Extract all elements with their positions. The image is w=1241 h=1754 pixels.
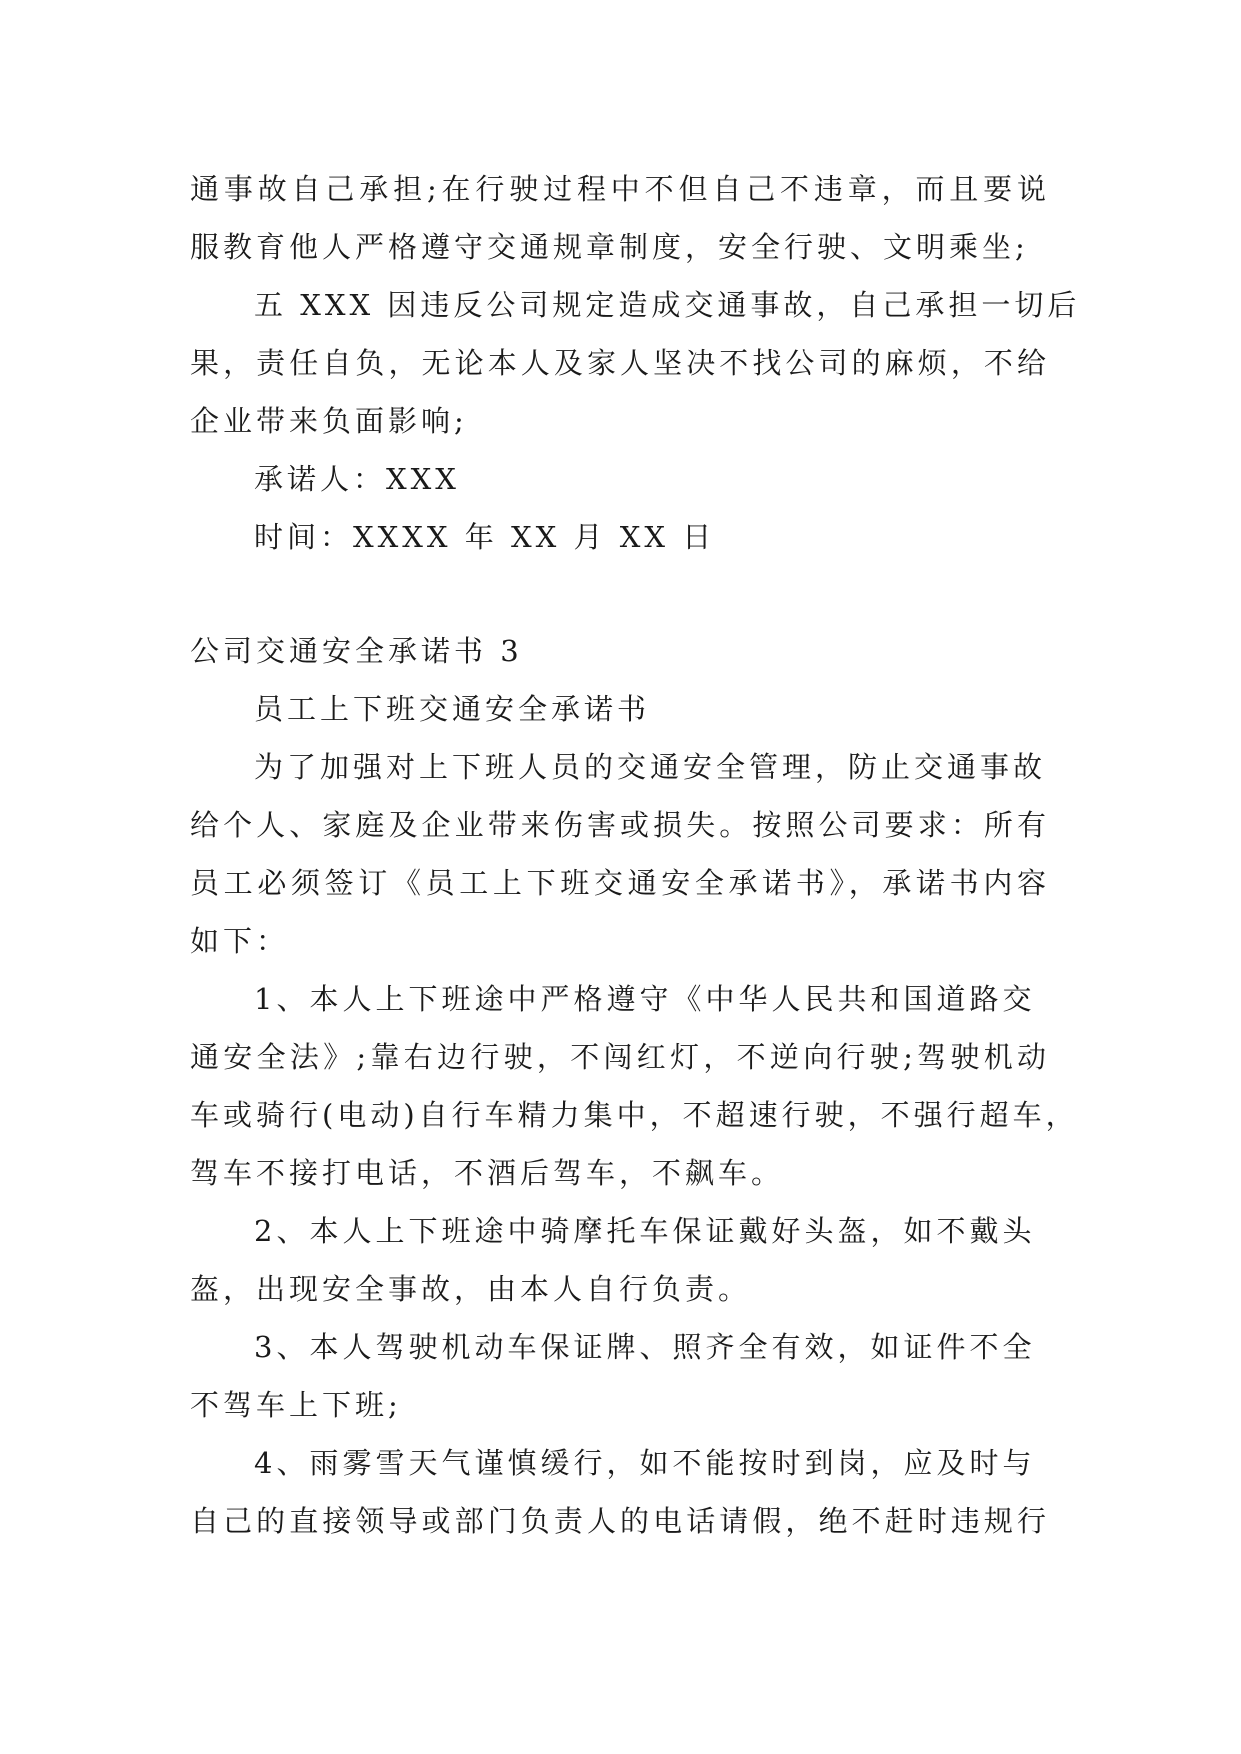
paragraph-line: 果，责任自负，无论本人及家人坚决不找公司的麻烦，不给 [190, 346, 1050, 380]
list-item-1: 1、本人上下班途中严格遵守《中华人民共和国道路交 [254, 982, 1036, 1016]
signer-line: 承诺人：XXX [254, 462, 460, 496]
paragraph-line: 盔，出现安全事故，由本人自行负责。 [190, 1272, 752, 1306]
paragraph-line: 不驾车上下班; [190, 1388, 402, 1422]
paragraph-line: 五 XXX 因违反公司规定造成交通事故，自己承担一切后 [254, 288, 1081, 322]
paragraph-line: 给个人、家庭及企业带来伤害或损失。按照公司要求：所有 [190, 808, 1050, 842]
paragraph-line: 驾车不接打电话，不酒后驾车，不飙车。 [190, 1156, 785, 1190]
list-item-3: 3、本人驾驶机动车保证牌、照齐全有效，如证件不全 [254, 1330, 1036, 1364]
section-spacer [190, 566, 1050, 622]
paragraph-line: 如下： [190, 924, 290, 958]
paragraph-line: 服教育他人严格遵守交通规章制度，安全行驶、文明乘坐; [190, 230, 1029, 264]
paragraph-line: 为了加强对上下班人员的交通安全管理，防止交通事故 [254, 750, 1047, 784]
paragraph-line: 企业带来负面影响; [190, 404, 468, 438]
section-title: 公司交通安全承诺书 3 [190, 634, 523, 668]
list-item-4: 4、雨雾雪天气谨慎缓行，如不能按时到岗，应及时与 [254, 1446, 1036, 1480]
date-line: 时间：XXXX 年 XX 月 XX 日 [254, 520, 716, 554]
paragraph-line: 自己的直接领导或部门负责人的电话请假，绝不赶时违规行 [190, 1504, 1050, 1538]
paragraph-line: 通安全法》;靠右边行驶，不闯红灯，不逆向行驶;驾驶机动 [190, 1040, 1050, 1074]
document-subtitle: 员工上下班交通安全承诺书 [254, 692, 651, 726]
paragraph-line: 通事故自己承担;在行驶过程中不但自己不违章，而且要说 [190, 172, 1050, 206]
list-item-2: 2、本人上下班途中骑摩托车保证戴好头盔，如不戴头 [254, 1214, 1036, 1248]
document-body [190, 160, 1081, 1550]
paragraph-line: 车或骑行(电动)自行车精力集中，不超速行驶，不强行超车， [190, 1098, 1079, 1132]
paragraph-line: 员工必须签订《员工上下班交通安全承诺书》，承诺书内容 [190, 866, 1050, 900]
